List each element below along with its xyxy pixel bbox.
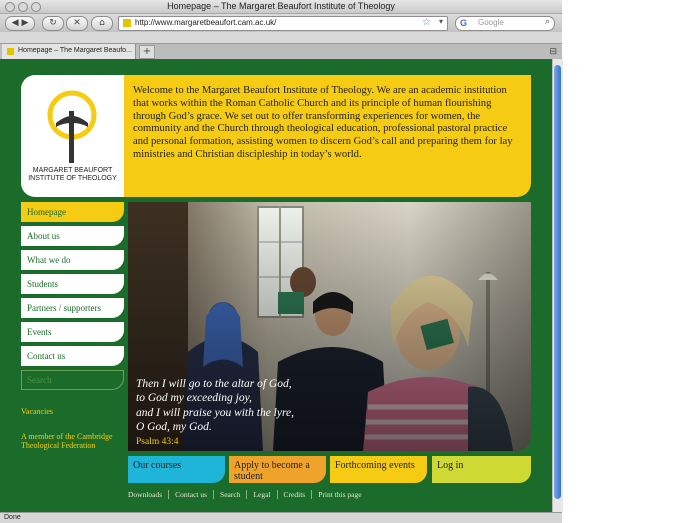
quote-line-4: O God, my God. <box>136 420 212 433</box>
tab-list-icon[interactable]: ⊟ <box>549 46 557 56</box>
back-arrow-icon[interactable]: ◀ <box>11 18 19 28</box>
tab-title[interactable]: Homepage – The Margaret Beaufo... <box>18 47 132 54</box>
url-text[interactable]: http://www.margaretbeaufort.cam.ac.uk/ <box>135 18 277 27</box>
logo-emblem-icon <box>21 75 124 167</box>
window-title: Homepage – The Margaret Beaufort Institute of Theology <box>167 1 395 11</box>
forthcoming-events-button[interactable]: Forthcoming events <box>330 456 427 483</box>
status-bar <box>0 512 562 523</box>
footer-link-search[interactable]: Search <box>213 490 246 499</box>
quote-line-1: Then I will go to the altar of God, <box>136 378 292 390</box>
nav-item-about-us[interactable]: About us <box>21 226 124 246</box>
browser-search-field[interactable] <box>455 16 555 31</box>
bookmark-star-icon[interactable]: ☆ <box>422 17 431 28</box>
status-text: Done <box>4 514 21 521</box>
hero-photo <box>128 202 531 451</box>
tab-bar <box>0 43 562 60</box>
our-courses-button[interactable]: Our courses <box>128 456 225 483</box>
sidebar-nav <box>21 202 124 390</box>
footer-link-downloads[interactable]: Downloads <box>128 490 163 499</box>
vertical-scrollbar[interactable] <box>552 59 563 512</box>
web-page <box>0 59 552 512</box>
url-dropdown-icon[interactable]: ▾ <box>438 17 443 26</box>
reload-icon: ↻ <box>49 18 57 28</box>
magnifier-icon[interactable]: ⌕ <box>544 16 550 26</box>
quote-line-2: to God my exceeding joy, <box>136 392 252 405</box>
nav-item-events[interactable]: Events <box>21 322 124 342</box>
quote-line-3: and I will praise you with the lyre, <box>136 406 295 419</box>
vacancies-link[interactable]: Vacancies <box>21 407 53 416</box>
logo-text: MARGARET BEAUFORT INSTITUTE OF THEOLOGY <box>28 167 117 182</box>
log-in-button[interactable]: Log in <box>432 456 531 483</box>
site-logo[interactable] <box>21 75 124 197</box>
nav-item-homepage[interactable]: Homepage <box>21 202 124 222</box>
apply-button[interactable]: Apply to become a student <box>229 456 326 483</box>
back-forward-buttons[interactable] <box>5 16 35 31</box>
footer-links <box>128 490 368 499</box>
address-bar[interactable] <box>118 16 448 31</box>
footer-link-contact-us[interactable]: Contact us <box>168 490 213 499</box>
nav-item-contact-us[interactable]: Contact us <box>21 346 124 366</box>
scrollbar-thumb[interactable] <box>554 65 561 499</box>
nav-item-what-we-do[interactable]: What we do <box>21 250 124 270</box>
quote-reference: Psalm 43:4 <box>136 437 179 448</box>
browser-search-placeholder[interactable]: Google <box>478 18 504 27</box>
site-favicon-icon <box>123 19 131 27</box>
footer-link-legal[interactable]: Legal <box>246 490 276 499</box>
psalm-quote <box>136 377 294 449</box>
footer-link-credits[interactable]: Credits <box>277 490 312 499</box>
tab-favicon-icon <box>7 48 14 55</box>
welcome-text: Welcome to the Margaret Beaufort Institute of Theology. We are an academic institution that works within the Roman Catholic Church and its principle of human flourishing through God’s grace. We set out to offer transforming experiences for women, the community and the Church through theological education, professional pastoral practice and personal formation, assisting women to discern God’s call and preparing them for lay ministries and Christian discipleship in today’s world. <box>124 75 531 197</box>
forward-arrow-icon[interactable]: ▶ <box>21 18 29 28</box>
reload-button[interactable] <box>42 16 64 31</box>
tab-homepage[interactable] <box>2 44 136 59</box>
stop-button[interactable] <box>66 16 88 31</box>
nav-item-partners[interactable]: Partners / supporters <box>21 298 124 318</box>
stop-icon: ✕ <box>73 18 81 28</box>
home-icon: ⌂ <box>99 18 105 28</box>
home-button[interactable] <box>91 16 113 31</box>
new-tab-button[interactable]: + <box>139 45 155 59</box>
federation-link[interactable]: A member of the Cambridge Theological Federation <box>21 432 113 450</box>
title-bar <box>0 0 562 14</box>
nav-item-students[interactable]: Students <box>21 274 124 294</box>
browser-toolbar <box>0 14 562 32</box>
footer-link-print[interactable]: Print this page <box>311 490 367 499</box>
google-icon[interactable]: G <box>460 18 468 28</box>
site-search-input[interactable]: Search <box>21 370 124 390</box>
